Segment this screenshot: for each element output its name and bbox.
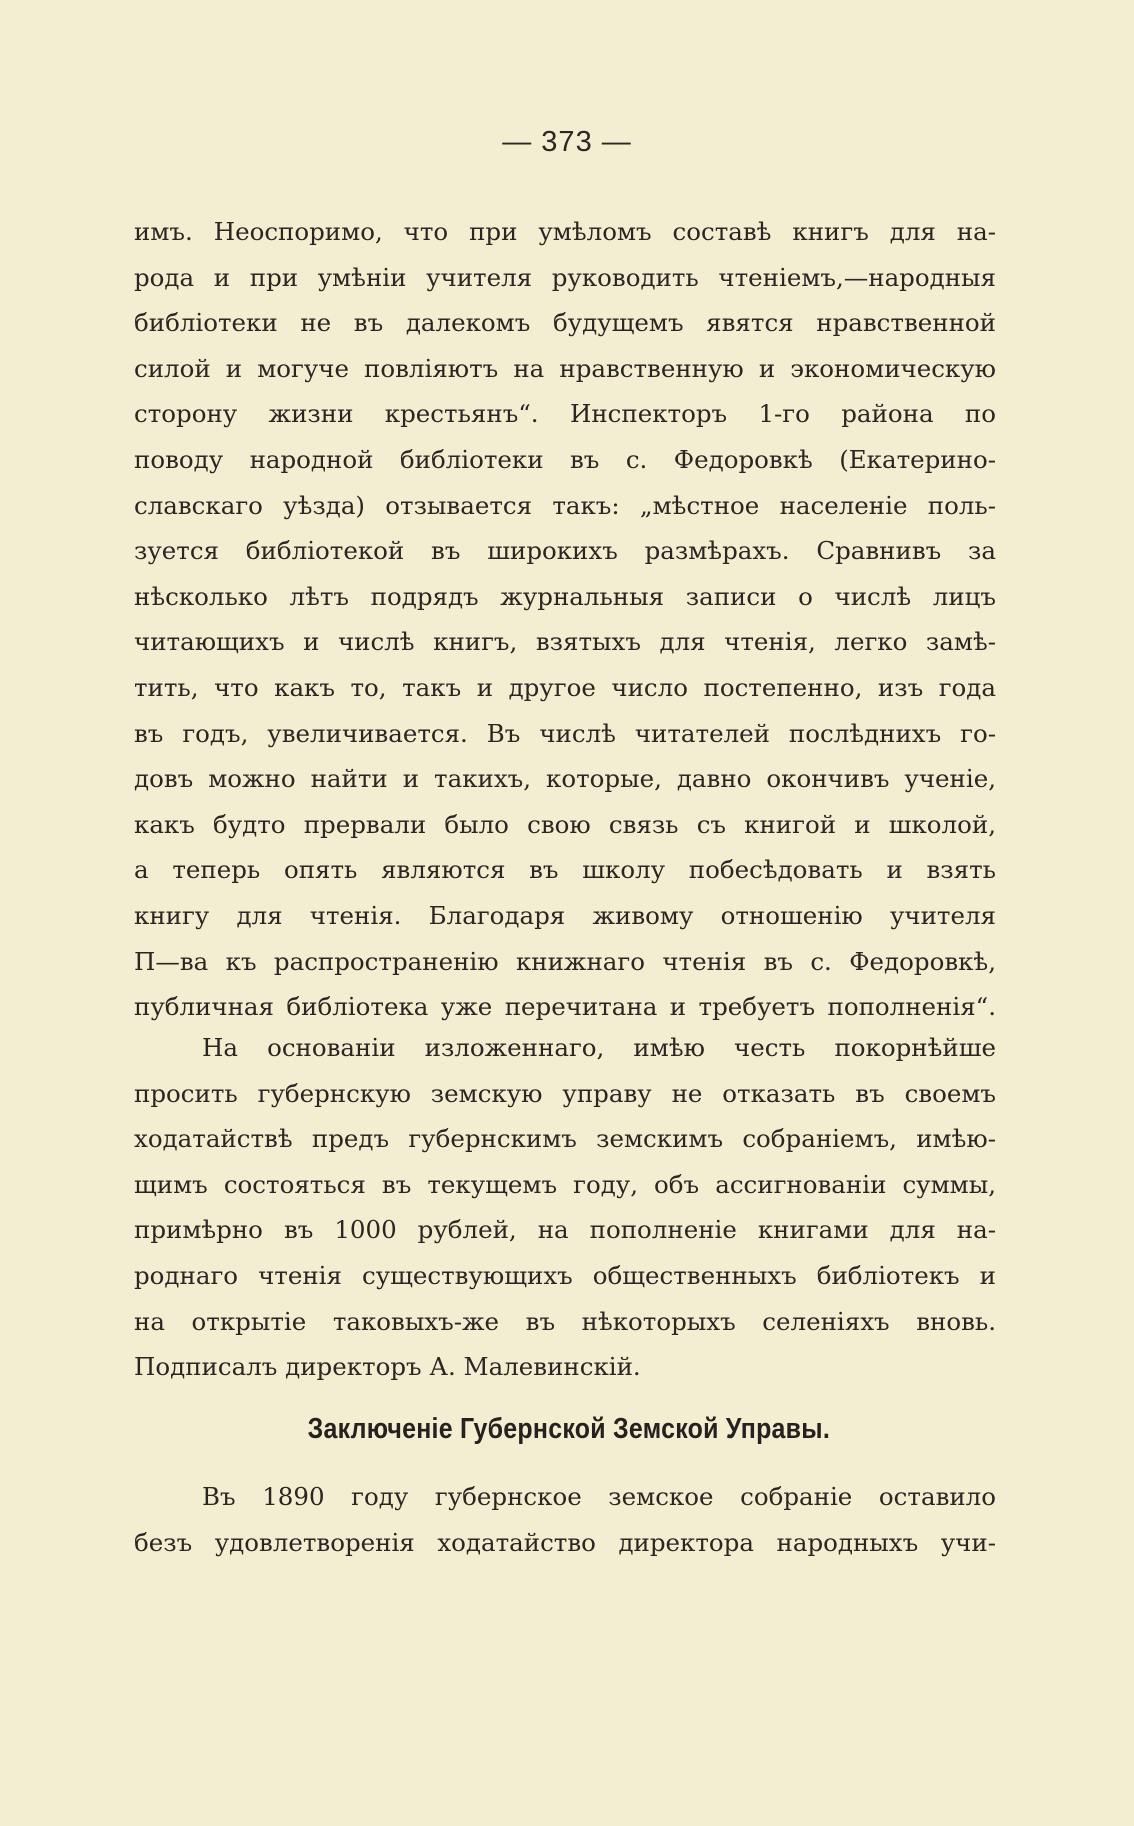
paragraph-2 [134,1025,996,1390]
text-line: читающихъ и числѣ книгъ, взятыхъ для чтенія, легко замѣ- [134,627,996,657]
text-line: довъ можно найти и такихъ, которые, давно окончивъ ученіе, [134,764,996,794]
text-line: примѣрно въ 1000 рублей, на пополненіе книгами для на- [134,1215,996,1245]
text-line: на открытіе таковыхъ-же въ нѣкоторыхъ селеніяхъ вновь. [134,1306,996,1336]
text-line: На основаніи изложеннаго, имѣю честь покорнѣйше [202,1033,996,1062]
text-line: ходатайствѣ предъ губернскимъ земскимъ собраніемъ, имѣю- [134,1124,996,1154]
text-line: просить губернскую земскую управу не отказать въ своемъ [134,1078,996,1108]
text-line: П—ва къ распространенію книжнаго чтенія въ с. Федоровкѣ, [134,946,996,976]
paragraph-1 [134,209,996,1030]
section-heading: Заключеніе Губернской Земской Управы. [307,1413,831,1445]
text-line: поводу народной библіотеки въ с. Федоровкѣ (Екатерино- [134,444,996,474]
text-line: зуется библіотекой въ широкихъ размѣрахъ. Сравнивъ за [134,536,996,566]
text-line: книгу для чтенія. Благодаря живому отношенію учителя [134,900,996,930]
text-line: щимъ состояться въ текущемъ году, объ ассигнованіи суммы, [134,1169,996,1199]
text-line: Въ 1890 году губернское земское собраніе оставило [202,1482,996,1511]
text-line: публичная библіотека уже перечитана и требуетъ пополненія“. [134,992,996,1022]
text-line: сторону жизни крестьянъ“. Инспекторъ 1-го района по [134,399,996,429]
paragraph-3 [134,1474,996,1565]
text-line: силой и могуче повліяютъ на нравственную и экономическую [134,353,996,383]
text-line: въ годъ, увеличивается. Въ числѣ читателей послѣднихъ го- [134,718,996,748]
text-line: нѣсколько лѣтъ подрядъ журнальныя записи о числѣ лицъ [134,581,996,611]
text-line: а теперь опять являются въ школу побесѣдовать и взять [134,855,996,885]
text-line: роднаго чтенія существующихъ общественныхъ библіотекъ и [134,1260,996,1290]
text-line: Подписалъ директоръ А. Малевинскій. [134,1352,641,1382]
page-number: — 373 — [502,126,632,158]
text-line: тить, что какъ то, такъ и другое число постепенно, изъ года [134,672,996,702]
text-line: рода и при умѣніи учителя руководить чтеніемъ,—народныя [134,262,996,292]
text-line: имъ. Неоспоримо, что при умѣломъ составѣ книгъ для на- [134,217,996,246]
text-line: славскаго уѣзда) отзывается такъ: „мѣстное населеніе поль- [134,490,996,520]
text-line: безъ удовлетворенія ходатайство директора народныхъ учи- [134,1527,996,1557]
text-line: какъ будто прервали было свою связь съ книгой и школой, [134,809,996,839]
text-line: библіотеки не въ далекомъ будущемъ явятся нравственной [134,308,996,338]
